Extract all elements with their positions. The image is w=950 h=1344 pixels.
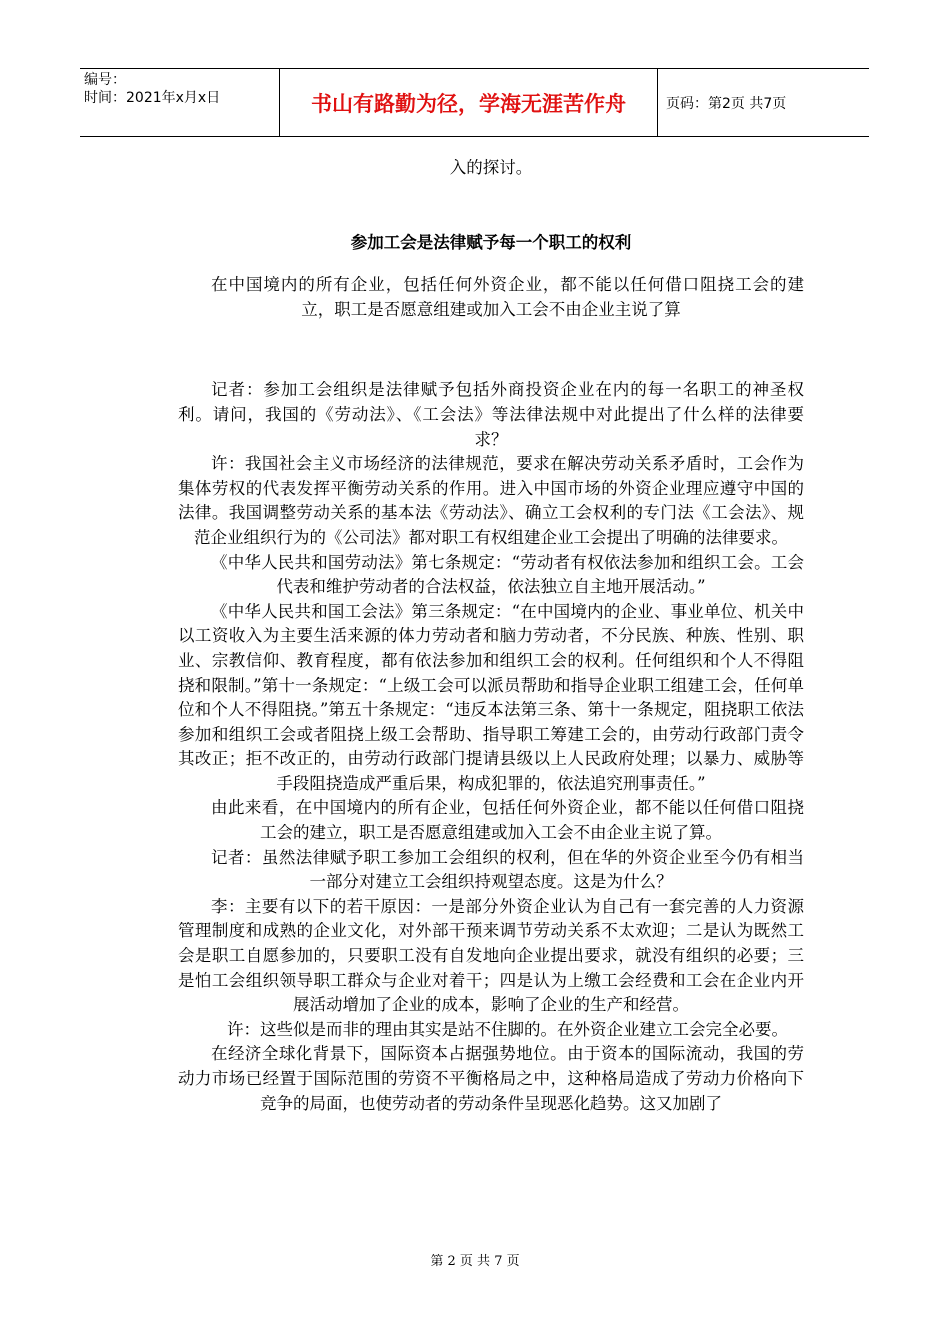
paragraph: 《中华人民共和国工会法》第三条规定：“在中国境内的企业、事业单位、机关中以工资收入为主要生活来源的体力劳动者和脑力劳动者，不分民族、种族、性别、职业、宗教信仰、教育程度，都有依法参加和组织工会的权利。任何组织和个人不得阻挠和限制。”第十一条规定：“上级工会可以派员帮助和指导企业职工组建工会，任何单位和个人不得阻挠。”第五十条规定：“违反本法第三条、第十一条规定，阻挠职工依法参加和组织工会或者阻挠上级工会帮助、指导职工筹建工会的，由劳动行政部门责令其改正；拒不改正的，由劳动行政部门提请县级以上人民政府处理；以暴力、威胁等手段阻挠造成严重后果，构成犯罪的，依法追究刑事责任。”	[178, 601, 804, 793]
document-date-label: 时间：2021年x月x日	[84, 90, 221, 106]
header-page-label: 页码：第2页 共7页	[666, 95, 787, 112]
header-motto: 书山有路勤为径，学海无涯苦作舟	[280, 69, 658, 136]
paragraph: 在经济全球化背景下，国际资本占据强势地位。由于资本的国际流动，我国的劳动力市场已经置于国际范围的劳资不平衡格局之中，这种格局造成了劳动力价格向下竞争的局面，也使劳动者的劳动条件呈现恶化趋势。这又加剧了	[178, 1044, 804, 1113]
section-title: 参加工会是法律赋予每一个职工的权利	[350, 232, 632, 252]
paragraph: 记者：虽然法律赋予职工参加工会组织的权利，但在华的外资企业至今仍有相当一部分对建立工会组织持观望态度。这是为什么？	[211, 847, 804, 892]
paragraph: 李：主要有以下的若干原因：一是部分外资企业认为自己有一套完善的人力资源管理制度和成熟的企业文化，对外部干预来调节劳动关系不太欢迎；二是认为既然工会是职工自愿参加的，只要职工没有自发地向企业提出要求，就没有组织的必要；三是怕工会组织领导职工群众与企业对着干；四是认为上缴工会经费和工会在企业内开展活动增加了企业的成本，影响了企业的生产和经营。	[178, 896, 804, 1015]
document-number-label: 编号：	[84, 72, 126, 88]
section-subtitle: 在中国境内的所有企业，包括任何外资企业，都不能以任何借口阻挠工会的建立，职工是否愿意组建或加入工会不由企业主说了算	[211, 275, 804, 319]
paragraph: 由此来看，在中国境内的所有企业，包括任何外资企业，都不能以任何借口阻挠工会的建立，职工是否愿意组建或加入工会不由企业主说了算。	[211, 798, 804, 843]
continuation-paragraph: 入的探讨。	[449, 158, 533, 177]
page-header	[80, 68, 869, 137]
paragraph: 许：这些似是而非的理由其实是站不住脚的。在外资企业建立工会完全必要。	[227, 1019, 788, 1039]
page-footer: 第 2 页 共 7 页	[430, 1254, 520, 1269]
paragraph: 《中华人民共和国劳动法》第七条规定：“劳动者有权依法参加和组织工会。工会代表和维护劳动者的合法权益，依法独立自主地开展活动。”	[211, 552, 804, 597]
document-body	[178, 156, 804, 1116]
header-meta	[80, 69, 280, 136]
paragraph: 记者：参加工会组织是法律赋予包括外商投资企业在内的每一名职工的神圣权利。请问，我国的《劳动法》、《工会法》等法律法规中对此提出了什么样的法律要求？	[178, 380, 804, 449]
paragraph: 许：我国社会主义市场经济的法律规范，要求在解决劳动关系矛盾时，工会作为集体劳权的代表发挥平衡劳动关系的作用。进入中国市场的外资企业理应遵守中国的法律。我国调整劳动关系的基本法《劳动法》、确立工会权利的专门法《工会法》、规范企业组织行为的《公司法》都对职工有权组建企业工会提出了明确的法律要求。	[178, 454, 804, 547]
